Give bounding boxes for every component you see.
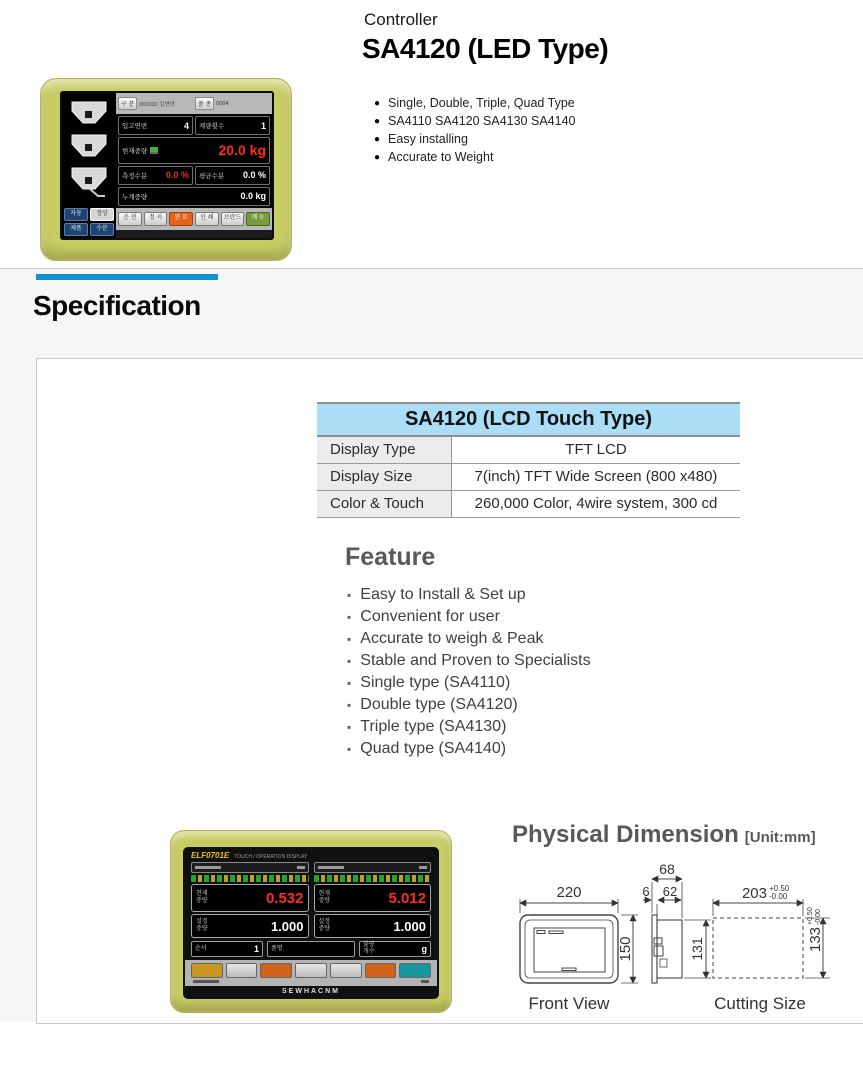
device1-screen [116,93,272,238]
list-item: ▪ Accurate to weigh & Peak [347,630,544,647]
brand-label: SEWHACNM [282,988,340,996]
complete-button: 완 료 [169,212,193,226]
channel-header [191,862,309,873]
product-bullet: ● Single, Double, Triple, Quad Type [374,96,575,110]
bullet-circle-icon: ● [374,115,381,127]
channel-panel [314,862,432,938]
bullet-square-icon: ▪ [347,720,352,734]
total-weight-field: 누계중량 0.0 kg [118,187,270,206]
spec-value: TFT LCD [565,441,627,458]
cutting-size-drawing [713,884,830,1013]
touch-button [295,963,327,978]
count-field: 계량횟수 1 [195,116,270,135]
bullet-circle-icon: ● [374,97,381,109]
list-item: ▪ Double type (SA4120) [347,696,518,713]
mode-button: 수분 [90,223,114,236]
sequence-box: 순서 1 [191,941,263,957]
product-bullet: ● Accurate to Weight [374,150,494,164]
feature-list [347,584,591,760]
section-title: Specification [33,290,201,321]
list-item: ▪ Quad type (SA4140) [347,740,507,757]
device2-bezel [183,847,439,999]
cutting-width-dim: 203 [741,885,767,902]
touch-button [365,963,397,978]
led-strip [314,875,432,882]
category-button: 구 분 [118,97,137,110]
dimension-drawing [505,858,863,1015]
bullet-square-icon: ▪ [347,588,352,602]
front-height-dim: 150 [617,936,634,962]
side-body-dim: 62 [662,884,678,899]
side-flange-dim: 6 [642,884,650,899]
cutting-width-tol-minus: -0.00 [769,892,788,901]
current-weight-box: 현재중량 5.012 [314,884,432,912]
device2-logo-row [191,851,431,860]
feature-title: Feature [345,543,436,571]
inbound-field: 입고연번 4 [118,116,193,135]
cutting-size-label: Cutting Size [714,994,806,1013]
blue-accent-bar [36,274,218,280]
spec-table-header: SA4120 (LCD Touch Type) [317,402,740,437]
device1-status-bar [116,230,272,238]
device1-hopper-panel [62,93,116,238]
device2-channel-panels [191,862,431,938]
cutting-height-tol-minus: -0.00 [815,909,822,925]
cutting-height-tol-plus: +0.50 [807,907,814,925]
device1-readouts [116,114,272,208]
display-product-image [170,830,452,1013]
spec-value: 7(inch) TFT Wide Screen (800 x480) [474,468,718,485]
device1-topbar [116,93,272,114]
table-row [317,464,740,491]
spec-value: 260,000 Color, 4wire system, 300 cd [474,495,718,512]
product-bullet-list [374,94,575,166]
list-item: ▪ Stable and Proven to Specialists [347,652,591,669]
bullet-circle-icon: ● [374,151,381,163]
hopper-icons [64,99,114,203]
bullet-circle-icon: ● [374,133,381,145]
controller-product-image [40,78,292,261]
set-weight-box: 설정중량 1.000 [314,914,432,938]
category-value: 001010 김현학 [139,101,176,108]
spec-label: Display Size [317,464,452,490]
product-title: SA4120 (LED Type) [362,33,609,64]
run-button: 운 전 [118,212,142,226]
spec-label: Display Type [317,437,452,463]
mode-button: 자동 [64,208,88,221]
unit-label: [Unit:mm] [744,829,816,846]
list-item: ▪ Single type (SA4110) [347,674,511,691]
cutting-width-tol-plus: +0.50 [769,884,790,893]
current-weight-box: 현재중량 0.532 [191,884,309,912]
defect-count-box: 불량개수 g [359,941,431,957]
channel-header [314,862,432,873]
maker-logo [193,980,219,983]
list-item: ▪ Convenient for user [347,608,500,625]
bullet-square-icon: ▪ [347,742,352,756]
device1-mode-buttons [64,208,114,236]
led-strip [191,875,309,882]
channel-panel [191,862,309,938]
spec-label: Color & Touch [317,491,452,517]
physical-dimension-title: Physical Dimension [Unit:mm] [512,821,816,848]
mode-button: 제품 [64,223,88,236]
mode-button: 정상 [90,208,114,221]
device1-button-bar [116,208,272,230]
bullet-square-icon: ▪ [347,610,352,624]
device2-info-row [191,941,431,957]
side-height-dim: 131 [689,937,705,961]
front-view-drawing [520,884,638,1013]
product-bullet: ● SA4110 SA4120 SA4130 SA4140 [374,114,576,128]
current-weight-field: 현재중량 20.0 kg [118,137,270,164]
touch-button [191,963,223,978]
spec-table [317,402,740,518]
cutting-height-dim: 133 [807,926,824,952]
list-item: ▪ Triple type (SA4130) [347,718,507,735]
front-width-dim: 220 [556,884,582,901]
set-weight-box: 설정중량 1.000 [191,914,309,938]
list-item: ▪ Easy to Install & Set up [347,586,526,603]
bullet-square-icon: ▪ [347,654,352,668]
bullet-square-icon: ▪ [347,676,352,690]
item-value: 0004 [216,100,229,107]
front-view-label: Front View [528,994,610,1013]
side-view-drawing [642,861,711,983]
side-total-dim: 68 [659,861,675,877]
bullet-square-icon: ▪ [347,632,352,646]
touch-button [226,963,258,978]
menu-button: 메 뉴 [246,212,270,226]
touch-button [260,963,292,978]
stop-button: 정 지 [144,212,168,226]
moisture-field: 측정수분 0.0 % [118,166,193,185]
bullet-square-icon: ▪ [347,698,352,712]
status-led [150,147,158,154]
avg-moisture-field: 평균수분 0.0 % [195,166,270,185]
device1-bezel [60,91,274,240]
product-category: Controller [364,10,438,29]
table-row [317,437,740,464]
brand-button: 브란드 [221,212,245,226]
item-button: 품 종 [195,97,214,110]
touch-button [330,963,362,978]
device2-model: ELF0701E [191,851,230,860]
product-bullet: ● Easy installing [374,132,468,146]
print-button: 인 쇄 [195,212,219,226]
device2-model-sub: TOUCH / OPERATION DISPLAY [234,854,308,860]
menu-button [399,963,431,978]
product-name-box: 품명 [267,941,355,957]
device2-button-bar [185,960,437,986]
table-row [317,491,740,518]
